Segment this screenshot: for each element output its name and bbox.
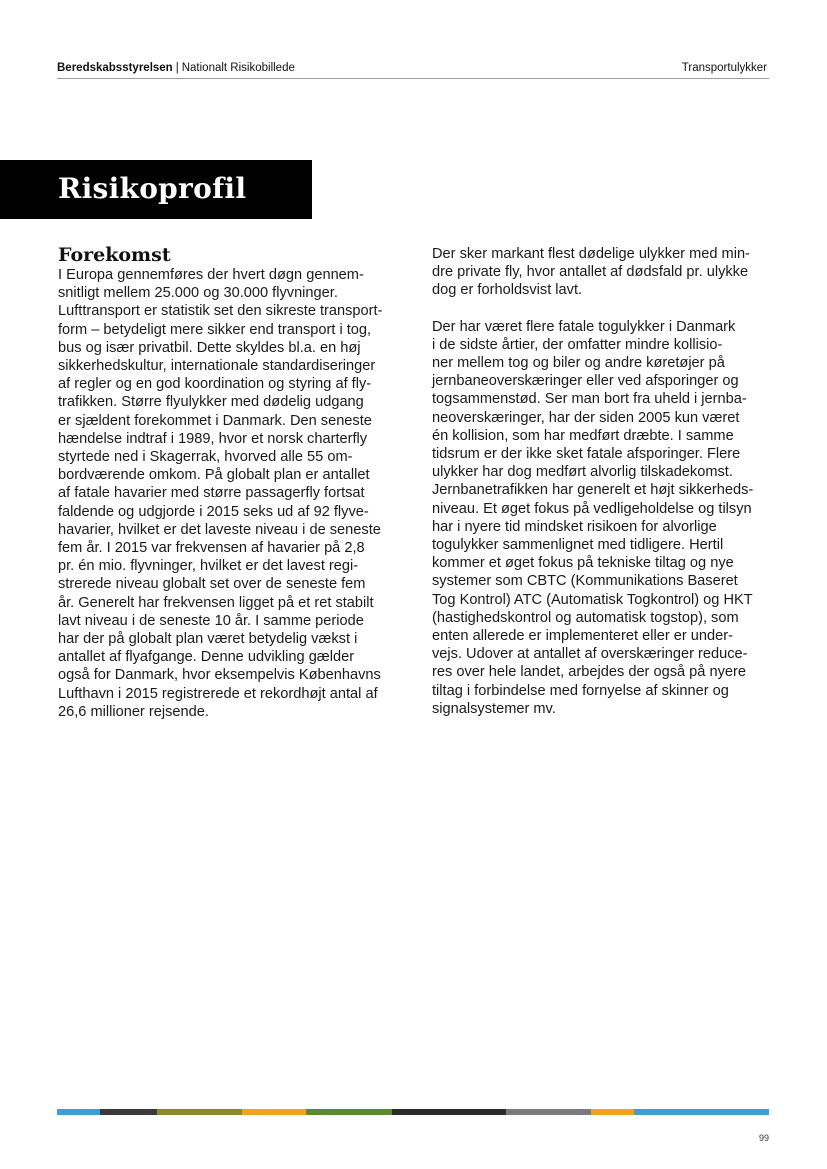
text-line: én kollision, som har medført dræbte. I samme	[432, 427, 734, 444]
left-body-text	[58, 266, 388, 721]
footer-bar-segment	[306, 1109, 391, 1115]
text-line: fem år. I 2015 var frekvensen af havarier på 2,8	[58, 540, 365, 557]
right-paragraph-1	[432, 245, 762, 300]
title-banner	[0, 160, 312, 219]
text-line: bordværende omkom. På globalt plan er antallet	[58, 467, 370, 484]
paragraph-gap	[432, 300, 762, 318]
text-line: dre private fly, hvor antallet af dødsfald pr. ulykke	[432, 264, 749, 281]
text-line: strerede niveau globalt set over de seneste fem	[58, 576, 366, 593]
footer-color-bar	[57, 1109, 769, 1115]
page-title: Risikoprofil	[58, 172, 247, 205]
text-line: af fatale havarier med større passagerfly fortsat	[58, 485, 365, 502]
text-line: snitligt mellem 25.000 og 30.000 flyvninger.	[58, 285, 338, 302]
header-section: Transportulykker	[681, 62, 767, 74]
right-column	[432, 245, 762, 718]
text-line: bus og især privatbil. Dette skyldes bl.a. en høj	[58, 339, 361, 356]
text-line: Tog Kontrol) ATC (Automatisk Togkontrol) og HKT	[432, 591, 753, 608]
text-line: jernbaneoverskæringer eller ved afsporinger og	[432, 373, 739, 390]
text-line: vejs. Udover at antallet af overskæringer reduce-	[432, 646, 748, 663]
text-line: år. Generelt har frekvensen ligget på et ret stabilt	[58, 594, 374, 611]
text-line: signalsystemer mv.	[432, 700, 556, 717]
text-line: Lufttransport er statistik set den sikreste transport-	[58, 303, 383, 320]
text-line: af regler og en god koordination og styring af fly-	[58, 376, 372, 393]
text-line: lavt niveau i de seneste 10 år. I samme periode	[58, 612, 364, 629]
text-line: hændelse indtraf i 1989, hvor et norsk charterfly	[58, 430, 368, 447]
text-line: styrtede ned i Skagerrak, hvorved alle 55 om-	[58, 449, 353, 466]
text-line: niveau. Et øget fokus på vedligeholdelse og tilsyn	[432, 500, 752, 517]
text-line: dog er forholdsvist lavt.	[432, 282, 583, 299]
running-header	[57, 62, 769, 79]
text-line: ner mellem tog og biler og andre køretøjer på	[432, 355, 725, 372]
text-line: 26,6 millioner rejsende.	[58, 703, 209, 720]
text-line: Lufthavn i 2015 registrerede et rekordhøjt antal af	[58, 685, 378, 702]
page-number: 99	[758, 1133, 769, 1143]
text-line: kommer et øget fokus på tekniske tiltag og nye	[432, 555, 734, 572]
footer-bar-segment	[634, 1109, 769, 1115]
text-line: ulykker har dog medført alvorlig tilskadekomst.	[432, 464, 733, 481]
footer-bar-segment	[506, 1109, 591, 1115]
text-line: tiltag i forbindelse med fornyelse af skinner og	[432, 682, 729, 699]
text-line: i de sidste årtier, der omfatter mindre kollisio-	[432, 336, 723, 353]
footer-bar-segment	[57, 1109, 100, 1115]
text-line: togsammenstød. Ser man bort fra uheld i jernba-	[432, 391, 747, 408]
text-line: tidsrum er der ikke sket fatale afsporinger. Flere	[432, 446, 741, 463]
text-line: res over hele landet, arbejdes der også på nyere	[432, 664, 746, 681]
header-publication: Nationalt Risikobillede	[181, 62, 295, 74]
text-line: sikkerhedskultur, internationale standardiseringer	[58, 358, 376, 375]
text-line: togulykker sammenlignet med tidligere. Hertil	[432, 537, 724, 554]
text-line: pr. én mio. flyvninger, hvilket er det lavest regi-	[58, 558, 359, 575]
text-line: systemer som CBTC (Kommunikations Baseret	[432, 573, 738, 590]
text-line: har der på globalt plan været betydelig vækst i	[58, 631, 358, 648]
footer-bar-segment	[392, 1109, 506, 1115]
text-line: Der sker markant flest dødelige ulykker med min-	[432, 246, 750, 262]
text-line: havarier, hvilket er det laveste niveau i de seneste	[58, 521, 381, 538]
left-column	[58, 244, 388, 721]
text-line: form – betydeligt mere sikker end transport i tog,	[58, 321, 372, 338]
text-line: har i nyere tid mindsket risikoen for alvorlige	[432, 518, 717, 535]
footer-bar-segment	[591, 1109, 634, 1115]
header-organization: Beredskabsstyrelsen	[57, 62, 173, 74]
text-line: trafikken. Større flyulykker med dødelig udgang	[58, 394, 364, 411]
header-separator: |	[175, 62, 179, 74]
text-line: Der har været flere fatale togulykker i Danmark	[432, 318, 736, 335]
text-line: faldende og udgjorde i 2015 seks ud af 92 flyve-	[58, 503, 369, 520]
text-line: neoverskæringer, har der siden 2005 kun været	[432, 409, 740, 426]
text-line: antallet af flyafgange. Denne udvikling gælder	[58, 649, 355, 666]
text-line: enten allerede er implementeret eller er under-	[432, 628, 733, 645]
text-line: er sjældent forekommet i Danmark. Den seneste	[58, 412, 372, 429]
text-line: Jernbanetrafikken har generelt et højt sikkerheds-	[432, 482, 754, 499]
text-line: I Europa gennemføres der hvert døgn gennem-	[58, 267, 364, 283]
text-line: også for Danmark, hvor eksempelvis Københavns	[58, 667, 381, 684]
right-paragraph-2	[432, 318, 762, 718]
footer-bar-segment	[157, 1109, 242, 1115]
section-heading: Forekomst	[58, 244, 171, 266]
text-line: (hastighedskontrol og automatisk togstop), som	[432, 609, 739, 626]
footer-bar-segment	[242, 1109, 306, 1115]
footer-bar-segment	[100, 1109, 157, 1115]
